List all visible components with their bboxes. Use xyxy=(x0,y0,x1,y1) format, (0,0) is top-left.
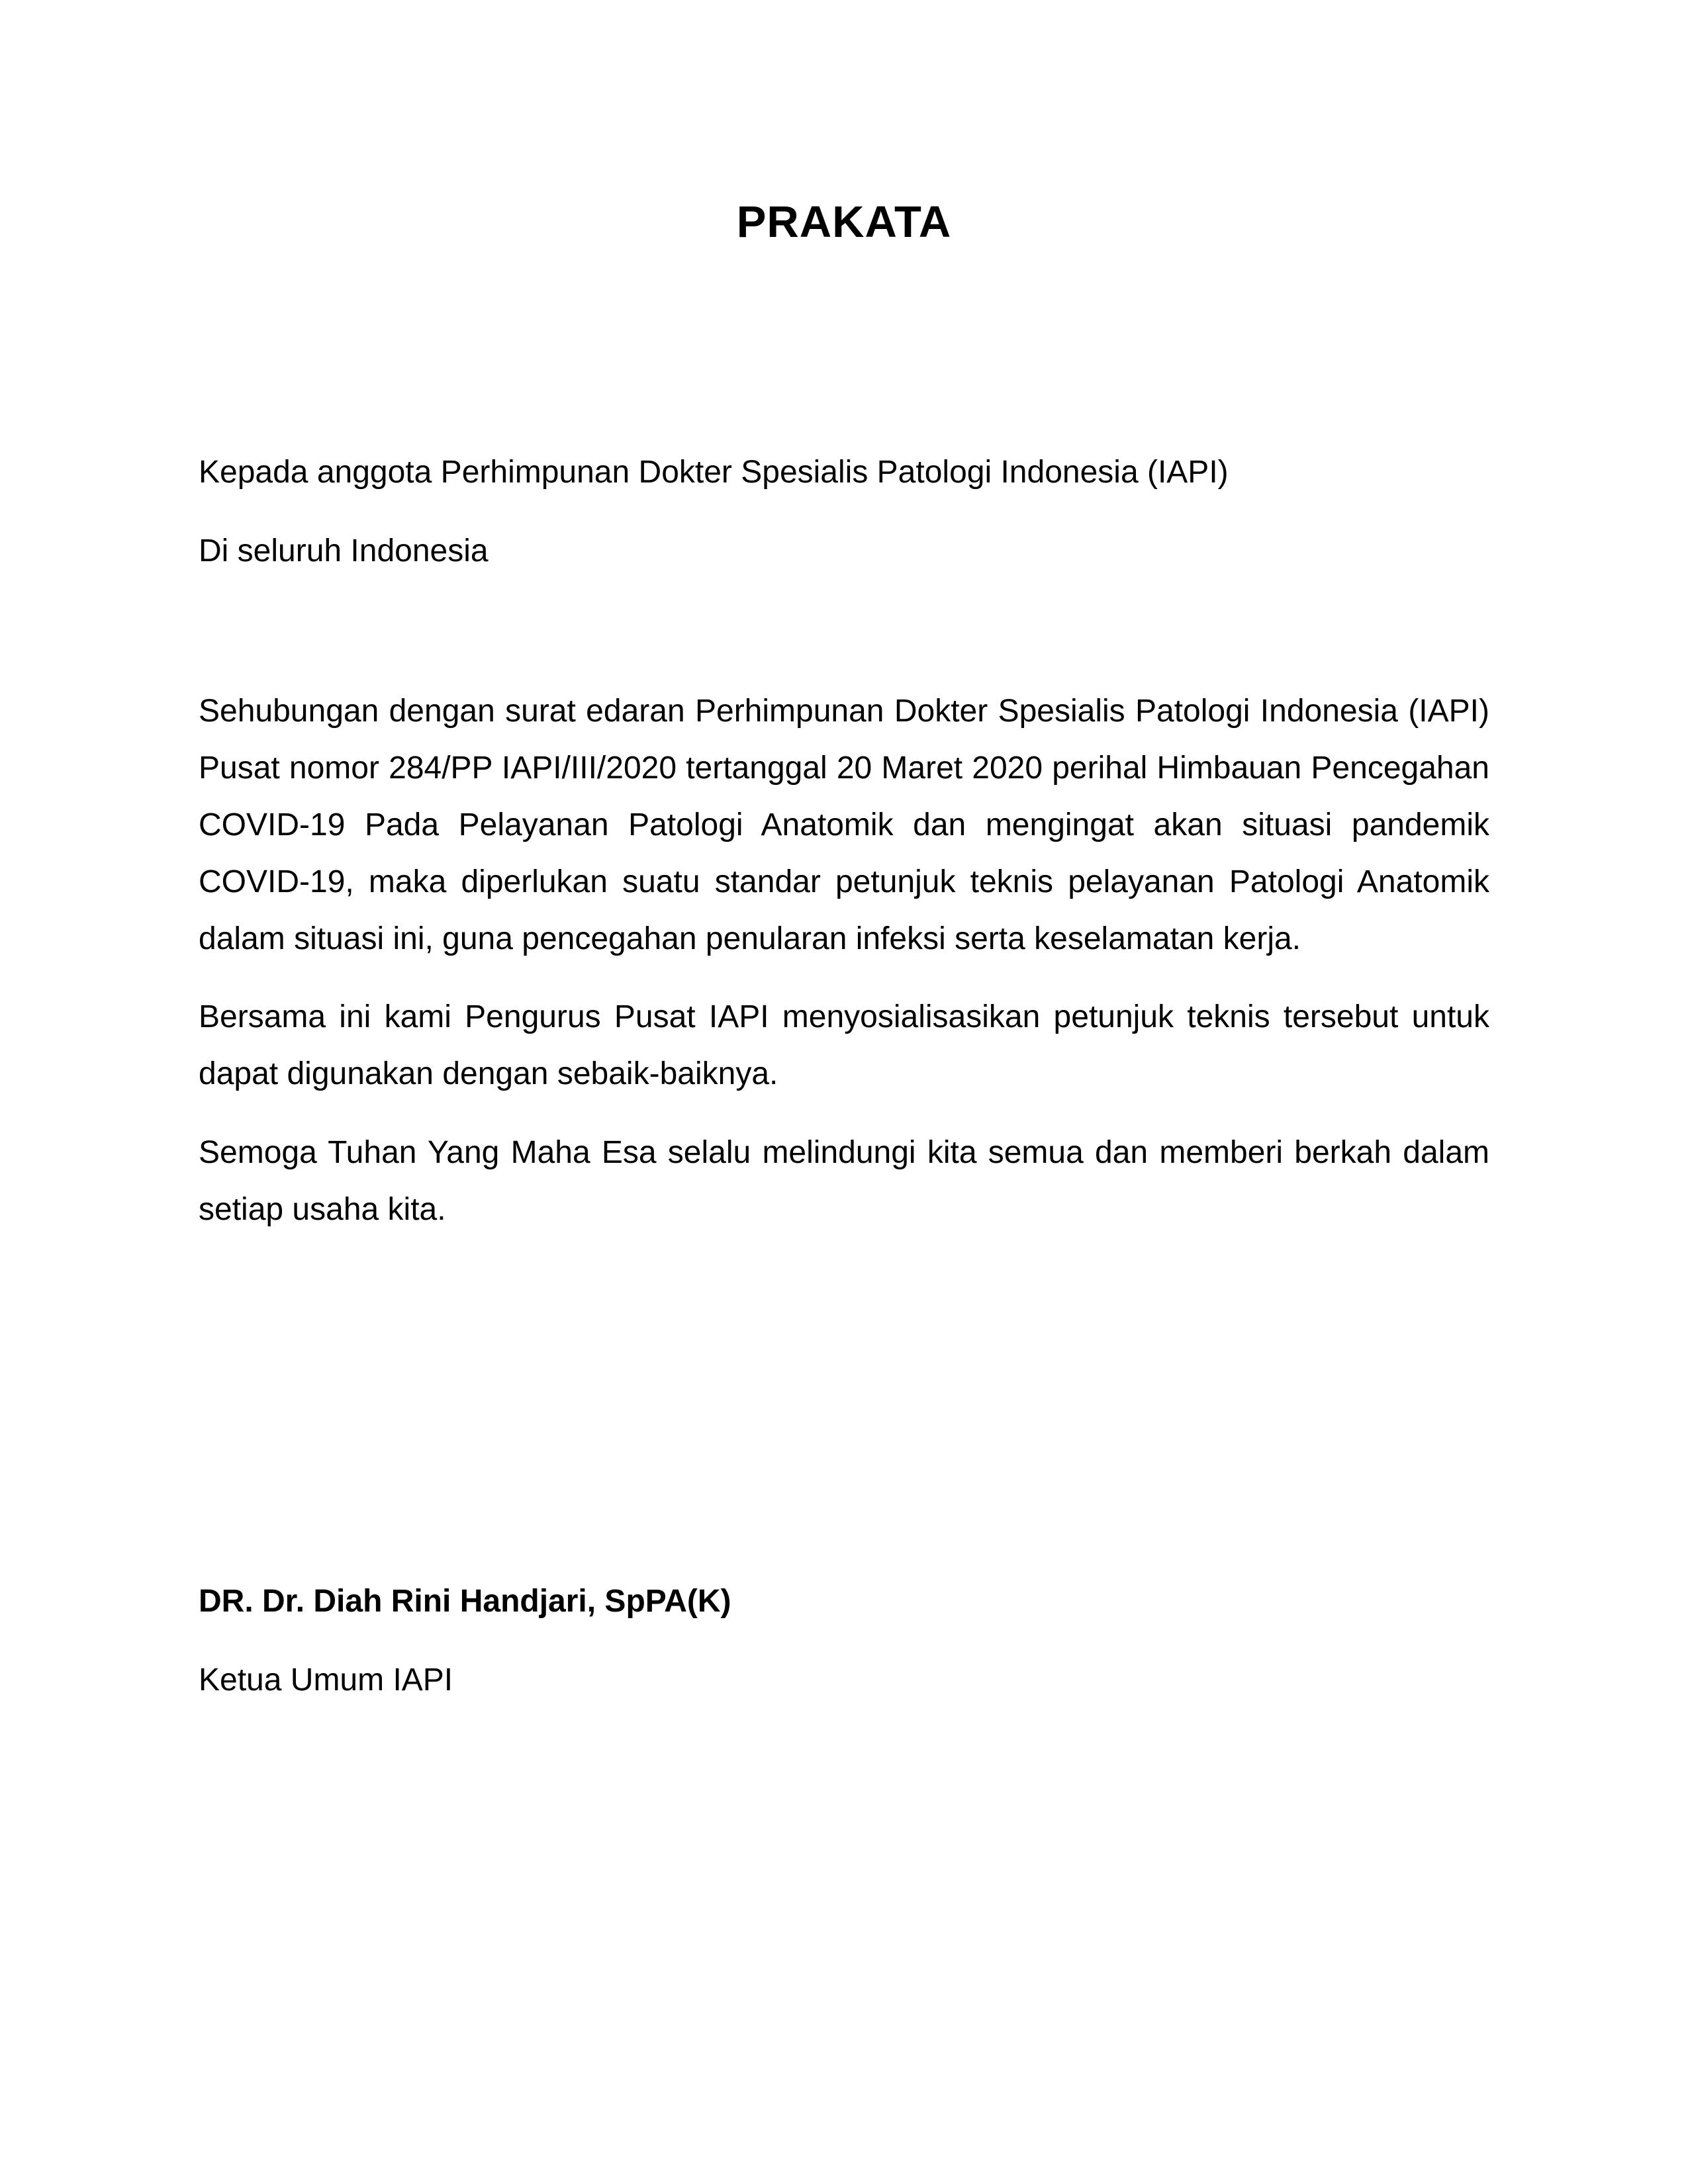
addressee-line: Kepada anggota Perhimpunan Dokter Spesialis Patologi Indonesia (IAPI) xyxy=(199,455,1229,490)
body-paragraph: Bersama ini kami Pengurus Pusat IAPI menyosialisasikan petunjuk teknis tersebut untuk dapat digunakan dengan sebaik-baiknya. xyxy=(199,999,1489,1091)
page-title: PRAKATA xyxy=(736,197,952,247)
signer-title: Ketua Umum IAPI xyxy=(199,1662,453,1698)
addressee-location: Di seluruh Indonesia xyxy=(199,533,489,569)
signer-name: DR. Dr. Diah Rini Handjari, SpPA(K) xyxy=(199,1584,731,1619)
body-paragraph: Sehubungan dengan surat edaran Perhimpunan Dokter Spesialis Patologi Indonesia (IAPI) Pusat nomor 284/PP IAPI/III/2020 tertanggal 20 Maret 2020 perihal Himbauan Pencegahan COVID-19 Pada Pelayanan Patologi Anatomik dan mengingat akan situasi pandemik COVID-19, maka diperlukan suatu standar petunjuk teknis pelayanan Patologi Anatomik dalam situasi ini, guna pencegahan penularan infeksi serta keselamatan kerja. xyxy=(199,694,1489,956)
body-paragraph: Semoga Tuhan Yang Maha Esa selalu melindungi kita semua dan memberi berkah dalam setiap usaha kita. xyxy=(199,1135,1489,1227)
